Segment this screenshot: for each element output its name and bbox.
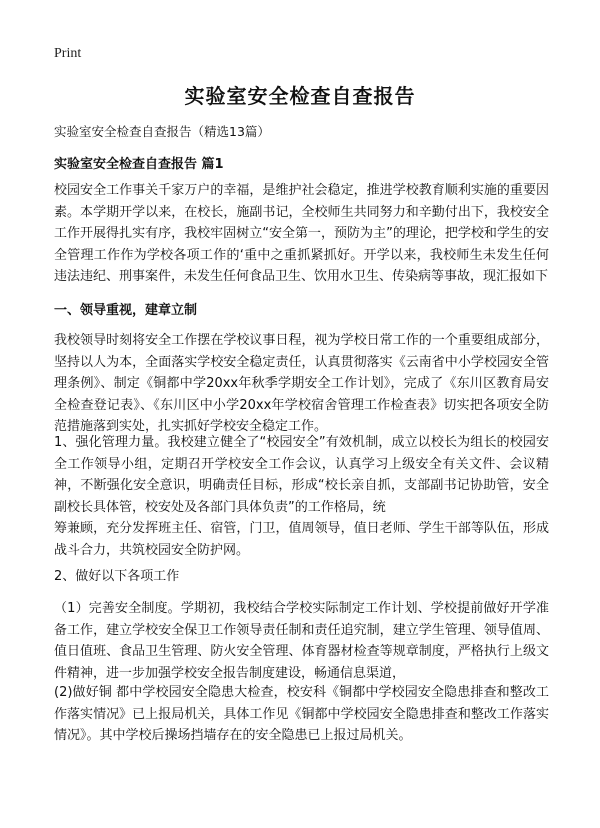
document-title: 实验室安全检查自查报告 [184, 84, 416, 108]
paragraph-hazard-inspection: (2)做好铜 都中学校园安全隐患大检查，校安科《铜都中学校园安全隐患排查和整改工作落实情况》已上报局机关，具体工作见《铜都中学校园安全隐患排查和整改工作落实情况》。其中学校后操场挡墙存在的安全隐患已上报过局机关。 [54, 685, 549, 743]
paragraph-coordination: 筹兼顾，充分发挥班主任、宿管，门卫，值周领导，值日老师、学生干部等队伍，形成战斗合力，共筑校园安全防护网。 [54, 521, 549, 558]
paragraph-tasks-heading: 2、做好以下各项工作 [54, 569, 180, 584]
paragraph-management-strength: 1、强化管理力量。我校建立健全了“校园安全”有效机制，成立以校长为组长的校园安全工作领导小组，定期召开学校安全工作会议，认真学习上级安全有关文件、会议精神，不断强化安全意识，明确责任目标，形成“校长亲自抓，支部副书记协助管，安全副校长具体管，校安处及各部门具体负责”的工作格局，统 [54, 435, 549, 515]
document-subtitle: 实验室安全检查自查报告（精选13篇） [54, 124, 270, 139]
article-heading: 实验室安全检查自查报告 篇1 [54, 157, 224, 172]
intro-paragraph: 校园安全工作事关千家万户的幸福，是维护社会稳定，推进学校教育顺利实施的重要因素。本学期开学以来，在校长，施副书记，全校师生共同努力和辛勤付出下，我校安全工作开展得扎实有序，我校牢固树立“安全第一，预防为主”的理论，把学校和学生的安全管理工作作为学校各项工作的‘重中之重抓紧抓好。开学以来，我校师生未发生任何违法违纪、刑事案件，未发生任何食品卫生、饮用水卫生、传染病等事故，现汇报如下 [54, 183, 549, 284]
section-heading-leadership: 一、领导重视，建章立制 [54, 303, 198, 318]
print-label: Print [54, 46, 82, 61]
paragraph-leadership: 我校领导时刻将安全工作摆在学校议事日程，视为学校日常工作的一个重要组成部分，坚持以人为本，全面落实学校安全稳定责任，认真贯彻落实《云南省中小学校园安全管理条例》、制定《铜都中学20xx年秋季学期安全工作计划》，完成了《东川区教育局安全检查登记表》、《东川区中小学20xx年学校宿舍管理工作检查表》切实把各项安全防范措施落到实处，扎实抓好学校安全稳定工作。 [54, 333, 549, 434]
paragraph-safety-system: （1）完善安全制度。学期初，我校结合学校实际制定工作计划、学校提前做好开学准备工作，建立学校安全保卫工作领导责任制和责任追究制，建立学生管理、领导值周、值日值班、食品卫生管理、防火安全管理、体育器材检查等规章制度，严格执行上级文件精神，进一步加强学校安全报告制度建设，畅通信息渠道， [54, 601, 549, 681]
